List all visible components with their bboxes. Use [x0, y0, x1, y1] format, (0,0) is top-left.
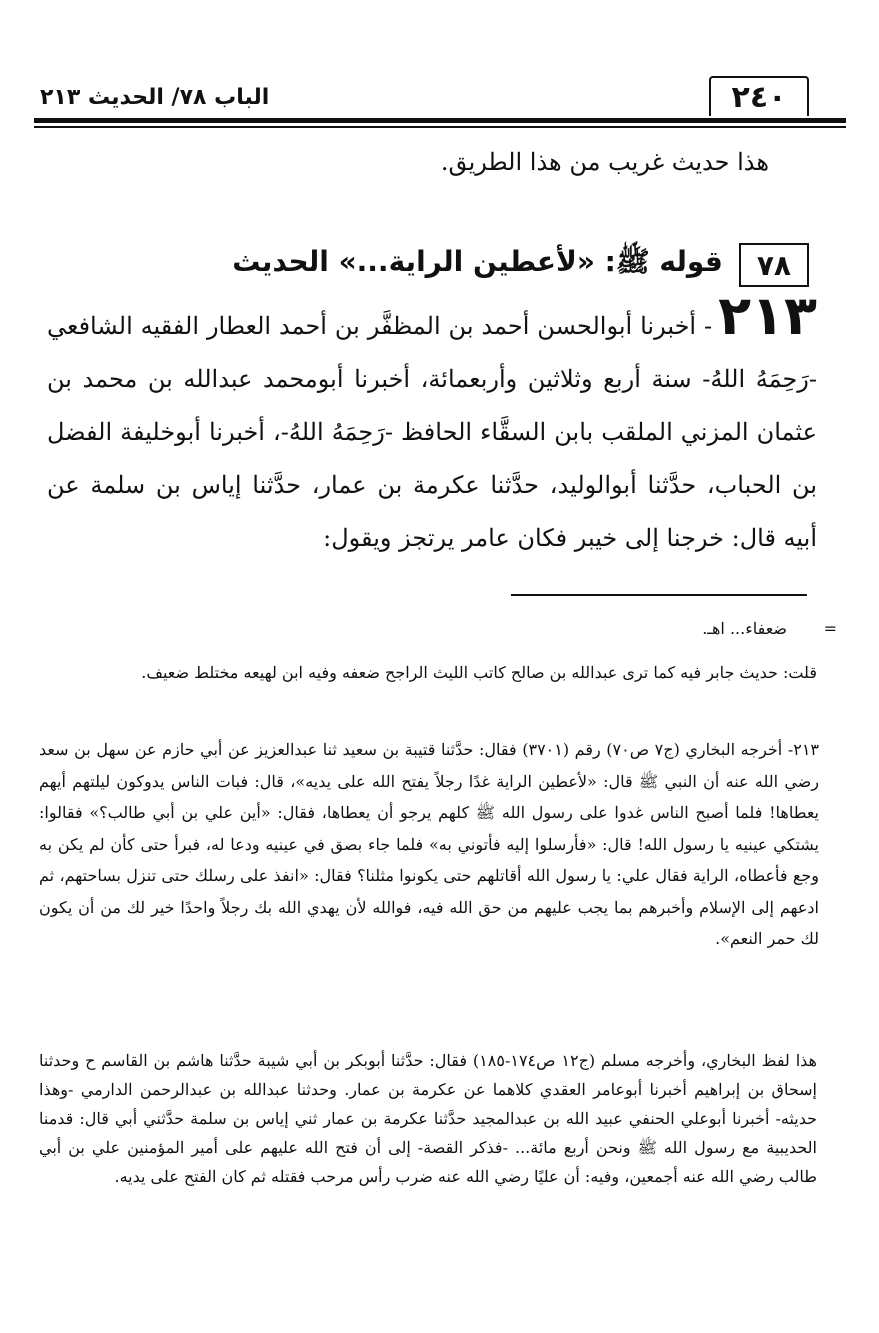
footnote-separator — [511, 594, 807, 596]
chapter-title: قوله ﷺ: «لأعطين الراية...» الحديث — [232, 245, 723, 278]
footnote-continued: ضعفاء... اهـ. — [702, 619, 787, 638]
page-header — [0, 70, 879, 130]
header-rule — [34, 118, 846, 123]
chapter-number: ٧٨ — [739, 243, 809, 287]
page-number: ٢٤٠ — [709, 76, 809, 116]
intro-line: هذا حديث غريب من هذا الطريق. — [440, 148, 769, 176]
footnote-continuation-mark: = — [823, 619, 837, 638]
hadith-paragraph — [47, 284, 817, 565]
running-title: الباب ٧٨/ الحديث ٢١٣ — [40, 85, 270, 110]
hadith-number: ٢١٣ — [718, 284, 817, 347]
hadith-text: - أخبرنا أبوالحسن أحمد بن المظفَّر بن أحمد العطار الفقيه الشافعي -رَحِمَهُ اللهُ- سنة أربع وثلاثين وأربعمائة، أخبرنا أبومحمد عبدالله بن محمد بن عثمان المزني الملقب بابن السقَّاء الحافظ -رَحِمَهُ اللهُ-، أخبرنا أبوخليفة الفضل بن الحباب، حدَّثنا أبوالوليد، حدَّثنا عكرمة بن عمار، حدَّثنا إياس بن سلمة عن أبيه قال: خرجنا إلى خيبر فكان عامر يرتجز ويقول: — [47, 312, 817, 552]
footnote-comment: قلت: حديث جابر فيه كما ترى عبدالله بن صالح كاتب الليث الراجح ضعفه وفيه ابن لهيعه مختلط ضعيف. — [141, 663, 817, 682]
footnote-takhrij-muslim: هذا لفظ البخاري، وأخرجه مسلم (ج١٢ ص١٧٤-١٨٥) فقال: حدَّثنا أبوبكر بن أبي شيبة حدَّثنا هاشم بن القاسم ح وحدثنا إسحاق بن إبراهيم أخبرنا أبوعامر العقدي كلاهما عن عكرمة بن عمار. وحدثنا عبدالله بن عبدالرحمن الدارمي -وهذا حديثه- أخبرنا أبوعلي الحنفي عبيد الله بن عبدالمجيد حدَّثنا عكرمة بن عمار ثني إياس بن سلمة حدَّثني أبي قال: قدمنا الحديبية مع رسول الله ﷺ ونحن أربع مائة... -فذكر القصة- إلى أن فتح الله عليهم على أمير المؤمنين علي بن أبي طالب رضي الله عنه أجمعين، وفيه: أن عليًا رضي الله عنه ضرب رأس مرحب فقتله ثم كان الفتح على يديه. — [39, 1051, 817, 1186]
header-rule-thin — [34, 126, 846, 128]
footnote-takhrij-bukhari: ٢١٣- أخرجه البخاري (ج٧ ص٧٠) رقم (٣٧٠١) فقال: حدَّثنا قتيبة بن سعيد ثنا عبدالعزيز عن أبي حازم عن سهل بن سعد رضي الله عنه أن النبي ﷺ قال: «لأعطين الراية غدًا رجلاً يفتح الله على يديه»، قال: فبات الناس يدوكون ليلتهم أيهم يعطاها! فلما أصبح الناس غدوا على رسول الله ﷺ كلهم يرجو أن يعطاها، فقال: «أين علي بن أبي طالب؟» فقالوا: يشتكي عينيه يا رسول الله! قال: «فأرسلوا إليه فأتوني به» فلما جاء بصق في عينيه ودعا له، فبرأ حتى كأن لم يكن به وجع فأعطاه، الراية فقال علي: يا رسول الله أقاتلهم حتى يكونوا مثلنا؟ فقال: «انفذ على رسلك حتى تنزل بساحتهم، ثم ادعهم إلى الإسلام وأخبرهم بما يجب عليهم من حق الله فيه، فوالله لأن يهدي الله بك رجلاً واحدًا خير لك من أن يكون لك حمر النعم». — [39, 740, 820, 948]
chapter-heading — [89, 240, 809, 290]
